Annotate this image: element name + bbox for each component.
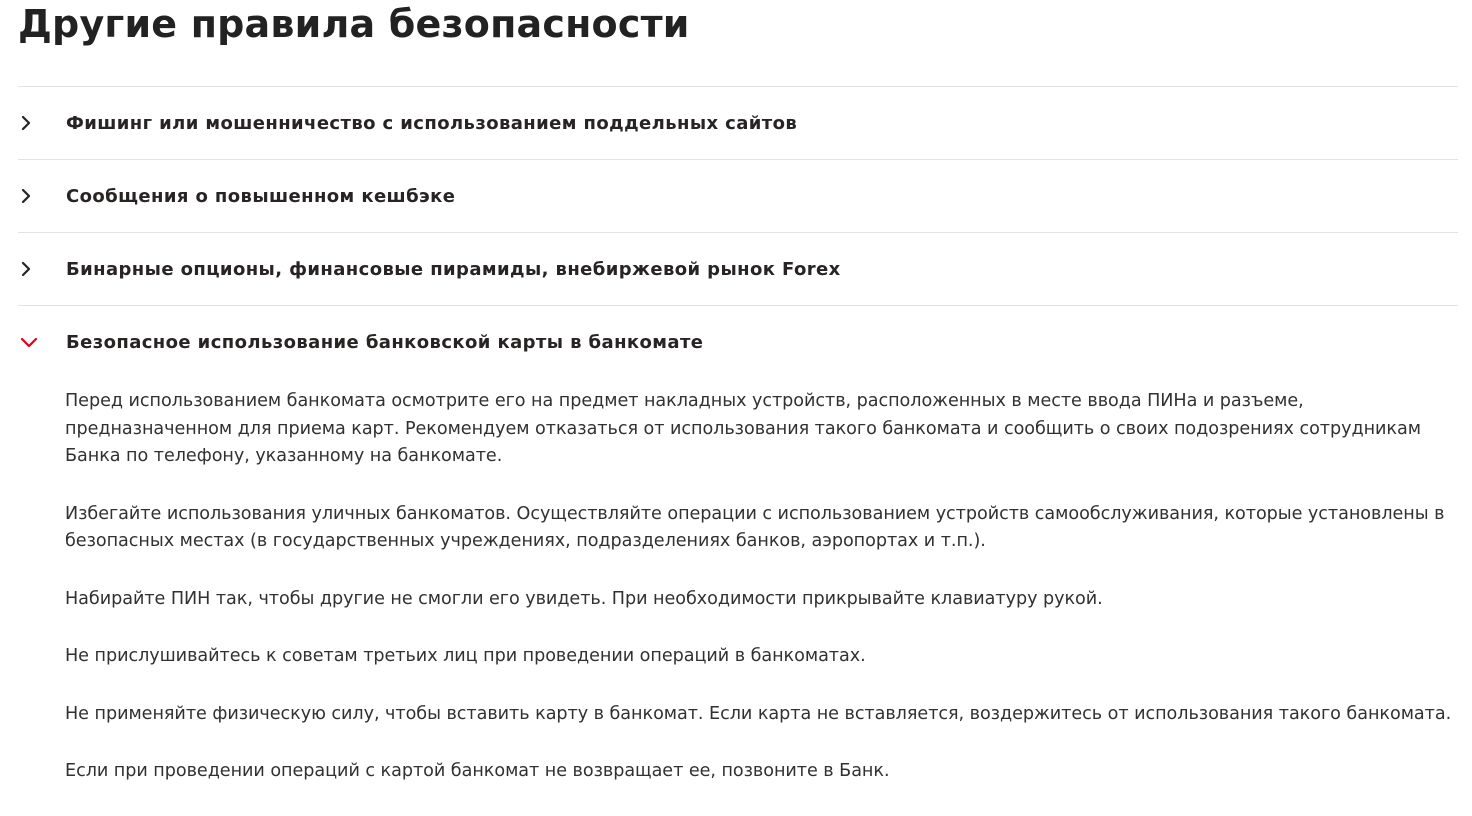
accordion-title: Бинарные опционы, финансовые пирамиды, внебиржевой рынок Forex — [66, 258, 841, 280]
accordion-header-binary-options[interactable] — [18, 233, 1458, 305]
accordion-title: Безопасное использование банковской карты в банкомате — [66, 331, 704, 353]
paragraph: Избегайте использования уличных банкоматов. Осуществляйте операции с использованием устройств самообслуживания, которые установлены в безопасных местах (в государственных учреждениях, подразделениях банков, аэропортах и т.п.). — [65, 503, 1445, 551]
accordion-header-phishing[interactable] — [18, 87, 1458, 159]
paragraph: Не применяйте физическую силу, чтобы вставить карту в банкомат. Если карта не вставляется, воздержитесь от использования такого банкомата. — [65, 703, 1452, 724]
accordion-item-cashback — [18, 160, 1458, 233]
accordion-header-atm-safety[interactable] — [18, 306, 1458, 378]
accordion-item-atm-safety — [18, 306, 1458, 786]
chevron-right-icon — [18, 111, 66, 135]
chevron-right-icon — [18, 184, 66, 208]
accordion-body-atm-safety — [18, 378, 1458, 786]
accordion-title: Сообщения о повышенном кешбэке — [66, 185, 456, 207]
paragraph: Если при проведении операций с картой банкомат не возвращает ее, позвоните в Банк. — [65, 761, 890, 781]
accordion — [18, 86, 1458, 786]
paragraph: Набирайте ПИН так, чтобы другие не смогли его увидеть. При необходимости прикрывайте клавиатуру рукой. — [65, 588, 1103, 609]
chevron-down-icon — [18, 330, 66, 354]
accordion-title: Фишинг или мошенничество с использованием поддельных сайтов — [66, 112, 798, 134]
accordion-item-phishing — [18, 87, 1458, 160]
accordion-header-cashback[interactable] — [18, 160, 1458, 232]
chevron-right-icon — [18, 257, 66, 281]
paragraph: Не прислушивайтесь к советам третьих лиц при проведении операций в банкоматах. — [65, 646, 866, 666]
accordion-item-binary-options — [18, 233, 1458, 306]
page-title: Другие правила безопасности — [18, 2, 690, 46]
security-rules-page — [18, 0, 1458, 816]
paragraph: Перед использованием банкомата осмотрите его на предмет накладных устройств, расположенных в месте ввода ПИНа и разъеме, предназначенном для приема карт. Рекомендуем отказаться от использования такого банкомата и сообщить о своих подозрениях сотрудникам Банка по телефону, указанному на банкомате. — [65, 391, 1421, 466]
